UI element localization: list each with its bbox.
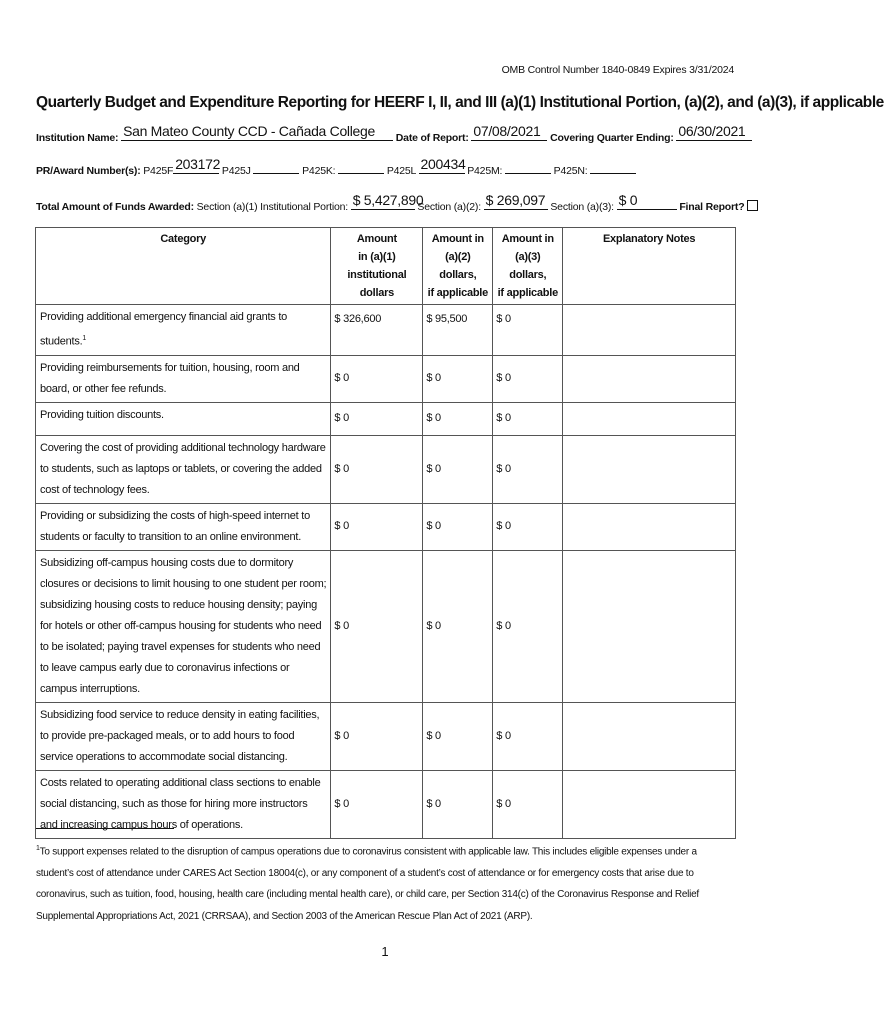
- institution-name-field[interactable]: [121, 123, 393, 141]
- amount-a1-cell[interactable]: $ 326,600: [331, 305, 423, 356]
- covering-quarter-field[interactable]: [676, 123, 752, 141]
- p425j-label: P425J: [221, 165, 251, 177]
- footnote-mark: 1: [36, 845, 40, 852]
- header-a3-amount: [493, 228, 563, 305]
- p425l-label: P425L: [386, 165, 416, 177]
- p425m-label: P425M:: [467, 165, 503, 177]
- funds-line: [36, 192, 758, 213]
- institution-line: [36, 123, 752, 144]
- amount-a3-cell[interactable]: $ 0: [493, 503, 563, 550]
- notes-cell[interactable]: [563, 770, 736, 838]
- amount-a2-cell[interactable]: $ 0: [423, 355, 493, 402]
- award-line: [36, 156, 636, 177]
- section-a1-label: Section (a)(1) Institutional Portion:: [196, 201, 348, 213]
- award-number-label: PR/Award Number(s):: [36, 165, 141, 177]
- date-of-report-label: Date of Report:: [395, 132, 469, 144]
- notes-cell[interactable]: [563, 355, 736, 402]
- amount-a3-cell[interactable]: $ 0: [493, 355, 563, 402]
- institution-name-label: Institution Name:: [36, 132, 119, 144]
- final-report-label: Final Report?: [679, 201, 745, 213]
- section-a2-value: $ 269,097: [485, 192, 546, 208]
- header-a2-amount: [423, 228, 493, 305]
- section-a3-label: Section (a)(3):: [550, 201, 614, 213]
- amount-a2-cell[interactable]: $ 95,500: [423, 305, 493, 356]
- amount-a1-cell[interactable]: $ 0: [331, 503, 423, 550]
- covering-quarter-value: 06/30/2021: [678, 123, 746, 139]
- header-a1-line3: institutional dollars: [347, 269, 407, 299]
- header-a3-line3: if applicable: [497, 287, 558, 299]
- header-a1-line1: Amount: [356, 233, 397, 245]
- table-row: [36, 435, 736, 503]
- header-a2-line1: Amount in: [431, 233, 484, 245]
- row-category: [36, 305, 331, 356]
- section-a1-value: $ 5,427,890: [352, 192, 424, 208]
- header-a2-line2: (a)(2) dollars,: [439, 251, 477, 281]
- date-of-report-field[interactable]: [471, 123, 547, 141]
- table-row: [36, 305, 736, 356]
- header-a3-line2: (a)(3) dollars,: [509, 251, 547, 281]
- row-category: Subsidizing off-campus housing costs due to dormitory closures or decisions to limit housing to one student per room; subsidizing housing costs to reduce housing density; paying for hotels or other off-campus housing for students who need to be isolated; paying travel expenses for students who need to leave campus early due to coronavirus infections or campus interruptions.: [36, 550, 331, 702]
- section-a1-field[interactable]: [351, 192, 424, 210]
- table-header-row: [36, 228, 736, 305]
- footnote: [36, 838, 736, 927]
- amount-a3-cell[interactable]: $ 0: [493, 550, 563, 702]
- p425n-field[interactable]: [590, 161, 636, 174]
- final-report-checkbox[interactable]: [747, 200, 758, 211]
- row-category: Costs related to operating additional class sections to enable social distancing, such as those for hiring more instructors and increasing campus hours of operations.: [36, 770, 331, 838]
- p425l-value: 200434: [420, 156, 466, 172]
- row-category: Providing tuition discounts.: [36, 402, 331, 435]
- category-text: Providing additional emergency financial aid grants to students.: [40, 311, 287, 348]
- row-category: Providing or subsidizing the costs of high-speed internet to students or faculty to transition to an online environment.: [36, 503, 331, 550]
- amount-a3-cell[interactable]: $ 0: [493, 305, 563, 356]
- footnote-ref: 1: [82, 335, 87, 342]
- amount-a2-cell[interactable]: $ 0: [423, 503, 493, 550]
- notes-cell[interactable]: [563, 435, 736, 503]
- header-explanatory-notes: Explanatory Notes: [563, 228, 736, 305]
- page-number: 1: [381, 944, 389, 959]
- table-row: [36, 355, 736, 402]
- amount-a2-cell[interactable]: $ 0: [423, 550, 493, 702]
- header-a2-line3: if applicable: [427, 287, 488, 299]
- expenditure-table: [35, 227, 736, 839]
- amount-a2-cell[interactable]: $ 0: [423, 770, 493, 838]
- row-category: Covering the cost of providing additional technology hardware to students, such as laptops or tablets, or covering the added cost of technology fees.: [36, 435, 331, 503]
- notes-cell[interactable]: [563, 305, 736, 356]
- p425f-label: P425F: [143, 165, 174, 177]
- amount-a1-cell[interactable]: $ 0: [331, 355, 423, 402]
- p425j-field[interactable]: [253, 161, 299, 174]
- footnote-divider: [36, 828, 174, 829]
- amount-a3-cell[interactable]: $ 0: [493, 435, 563, 503]
- table-row: [36, 550, 736, 702]
- amount-a1-cell[interactable]: $ 0: [331, 435, 423, 503]
- total-funds-label: Total Amount of Funds Awarded:: [36, 201, 194, 213]
- footnote-text: To support expenses related to the disruption of campus operations due to coronavirus consistent with applicable law. This includes eligible expenses under a student’s cost of attendance under CARES Act Section 18004(c), or any component of a student’s cost of attendance or for emergency costs that arise due to coronavirus, such as tuition, food, housing, health care (including mental health care), or child care, per Section 314(c) of the Coronavirus Response and Relief Supplemental Appropriations Act, 2021 (CRRSAA), and Section 2003 of the American Rescue Plan Act of 2021 (ARP).: [36, 846, 699, 922]
- header-a3-line1: Amount in: [501, 233, 554, 245]
- p425k-label: P425K:: [302, 165, 336, 177]
- section-a2-field[interactable]: [484, 192, 548, 210]
- amount-a3-cell[interactable]: $ 0: [493, 770, 563, 838]
- header-a1-amount: [331, 228, 423, 305]
- p425f-value: 203172: [175, 156, 221, 172]
- amount-a1-cell[interactable]: $ 0: [331, 402, 423, 435]
- notes-cell[interactable]: [563, 503, 736, 550]
- section-a3-field[interactable]: [617, 192, 677, 210]
- form-title: Quarterly Budget and Expenditure Reporting for HEERF I, II, and III (a)(1) Institutional Portion, (a)(2), and (a)(3), if applicable: [36, 94, 884, 111]
- row-category: Subsidizing food service to reduce density in eating facilities, to provide pre-packaged meals, or to add hours to food service operations to accommodate social distancing.: [36, 702, 331, 770]
- amount-a1-cell[interactable]: $ 0: [331, 702, 423, 770]
- p425n-label: P425N:: [553, 165, 588, 177]
- header-category: Category: [36, 228, 331, 305]
- notes-cell[interactable]: [563, 702, 736, 770]
- p425k-field[interactable]: [338, 161, 384, 174]
- institution-name-value: San Mateo County CCD - Cañada College: [123, 123, 376, 139]
- section-a3-value: $ 0: [618, 192, 638, 208]
- table-row: [36, 702, 736, 770]
- covering-quarter-label: Covering Quarter Ending:: [550, 132, 674, 144]
- row-category: Providing reimbursements for tuition, housing, room and board, or other fee refunds.: [36, 355, 331, 402]
- amount-a3-cell[interactable]: $ 0: [493, 402, 563, 435]
- omb-control-number: OMB Control Number 1840-0849 Expires 3/31/2024: [501, 64, 734, 76]
- p425l-field[interactable]: [419, 156, 466, 174]
- table-row: [36, 402, 736, 435]
- p425f-field[interactable]: [173, 156, 221, 174]
- amount-a2-cell[interactable]: $ 0: [423, 402, 493, 435]
- amount-a3-cell[interactable]: $ 0: [493, 702, 563, 770]
- header-a1-line2: in (a)(1): [358, 251, 396, 263]
- notes-cell[interactable]: [563, 550, 736, 702]
- amount-a2-cell[interactable]: $ 0: [423, 435, 493, 503]
- section-a2-label: Section (a)(2):: [417, 201, 481, 213]
- amount-a2-cell[interactable]: $ 0: [423, 702, 493, 770]
- amount-a1-cell[interactable]: $ 0: [331, 550, 423, 702]
- notes-cell[interactable]: [563, 402, 736, 435]
- table-row: [36, 503, 736, 550]
- amount-a1-cell[interactable]: $ 0: [331, 770, 423, 838]
- p425m-field[interactable]: [505, 161, 551, 174]
- date-of-report-value: 07/08/2021: [473, 123, 541, 139]
